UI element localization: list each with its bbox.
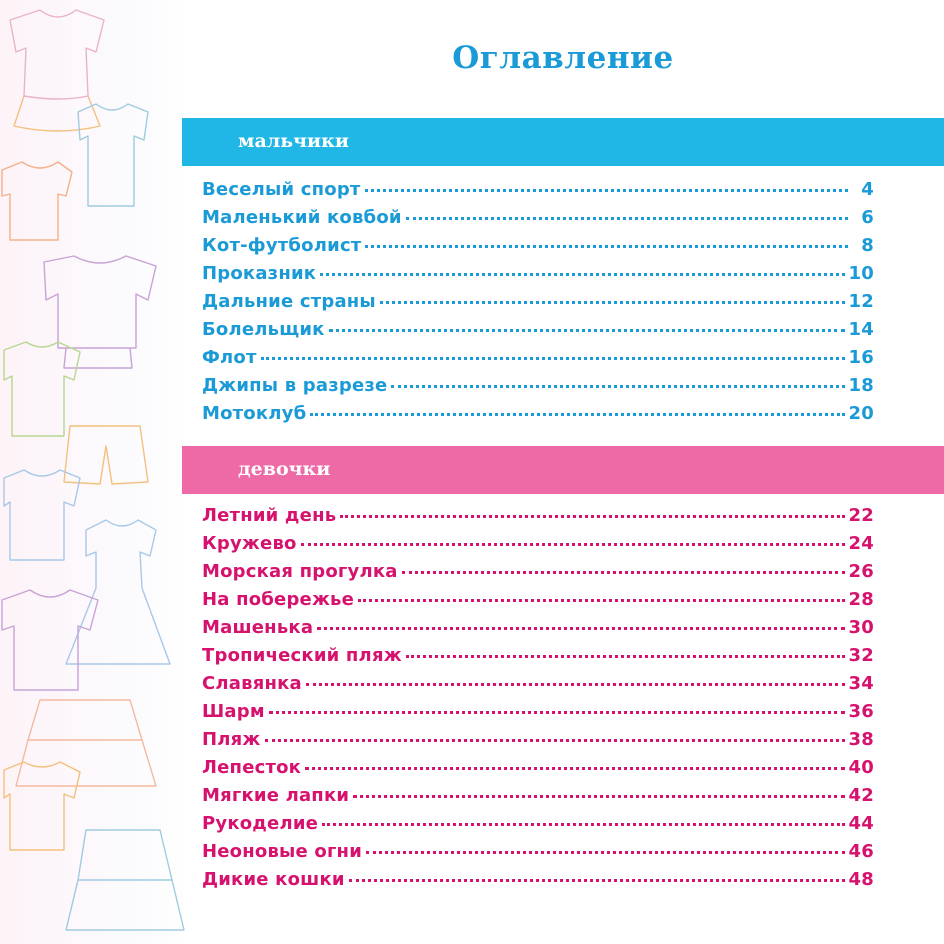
dot-leader (322, 823, 844, 826)
dot-leader (305, 767, 844, 770)
toc-entry[interactable] (202, 530, 874, 558)
dot-leader (301, 543, 845, 546)
toc-entry-page: 42 (848, 785, 874, 806)
toc-entry-title: Машенька (202, 617, 314, 638)
toc-entry[interactable] (202, 204, 874, 232)
toc-entry-title: На побережье (202, 589, 355, 610)
toc-entry[interactable] (202, 670, 874, 698)
dot-leader (340, 515, 844, 518)
clothing-sketches-illustration (0, 0, 190, 944)
dot-leader (265, 739, 845, 742)
toc-entry[interactable] (202, 586, 874, 614)
dot-leader (358, 599, 844, 602)
toc-entry[interactable] (202, 176, 874, 204)
toc-entry[interactable] (202, 232, 874, 260)
page-title: Оглавление (452, 40, 674, 76)
toc-entry[interactable] (202, 260, 874, 288)
toc-entry-title: Веселый спорт (202, 179, 361, 200)
toc-entry-page: 30 (848, 617, 874, 638)
dot-leader (310, 413, 844, 416)
toc-entry[interactable] (202, 614, 874, 642)
toc-entry-page: 18 (848, 375, 874, 396)
toc-entry-title: Дальние страны (202, 291, 376, 312)
section-header-girls: девочки (182, 446, 944, 494)
toc-entry-page: 16 (848, 347, 874, 368)
dot-leader (391, 385, 844, 388)
toc-entry-page: 6 (861, 207, 874, 228)
toc-entry-title: Флот (202, 347, 257, 368)
toc-entry[interactable] (202, 344, 874, 372)
dot-leader (306, 683, 845, 686)
toc-entry[interactable] (202, 558, 874, 586)
toc-entry-title: Пляж (202, 729, 261, 750)
toc-entry-page: 14 (848, 319, 874, 340)
toc-entry-title: Кот-футболист (202, 235, 362, 256)
toc-entry[interactable] (202, 372, 874, 400)
dot-leader (320, 273, 844, 276)
toc-entry[interactable] (202, 288, 874, 316)
toc-entry-page: 28 (848, 589, 874, 610)
toc-entry[interactable] (202, 754, 874, 782)
toc-entry-title: Лепесток (202, 757, 302, 778)
toc-entry-page: 34 (848, 673, 874, 694)
toc-entry-title: Неоновые огни (202, 841, 363, 862)
dot-leader (366, 851, 845, 854)
toc-entry-page: 44 (848, 813, 874, 834)
toc-entry[interactable] (202, 782, 874, 810)
toc-entry-page: 20 (848, 403, 874, 424)
dot-leader (349, 879, 845, 882)
toc-entry-title: Джипы в разрезе (202, 375, 388, 396)
toc-entry[interactable] (202, 726, 874, 754)
toc-entry-page: 24 (848, 533, 874, 554)
dot-leader (406, 655, 845, 658)
section-header-boys: мальчики (182, 118, 944, 166)
toc-entry-page: 38 (848, 729, 874, 750)
toc-entry[interactable] (202, 698, 874, 726)
dot-leader (365, 189, 848, 192)
dot-leader (380, 301, 845, 304)
toc-entry-title: Кружево (202, 533, 297, 554)
toc-entry[interactable] (202, 642, 874, 670)
toc-entry-title: Мотоклуб (202, 403, 307, 424)
toc-entry-title: Болельщик (202, 319, 325, 340)
toc-entry-page: 48 (848, 869, 874, 890)
toc-entry[interactable] (202, 866, 874, 894)
toc-entry-title: Мягкие лапки (202, 785, 350, 806)
toc-entry-title: Славянка (202, 673, 302, 694)
toc-entry-title: Морская прогулка (202, 561, 398, 582)
toc-entry-title: Рукоделие (202, 813, 319, 834)
toc-entry[interactable] (202, 316, 874, 344)
toc-entry-page: 4 (861, 179, 874, 200)
toc-entry-page: 32 (848, 645, 874, 666)
toc-list-girls (202, 502, 874, 894)
toc-entry-title: Проказник (202, 263, 317, 284)
dot-leader (269, 711, 845, 714)
dot-leader (317, 627, 844, 630)
toc-entry[interactable] (202, 838, 874, 866)
toc-entry-page: 22 (848, 505, 874, 526)
dot-leader (329, 329, 845, 332)
dot-leader (406, 217, 848, 220)
toc-entry[interactable] (202, 810, 874, 838)
dot-leader (261, 357, 845, 360)
toc-entry-page: 46 (848, 841, 874, 862)
toc-entry-page: 8 (861, 235, 874, 256)
toc-entry-title: Маленький ковбой (202, 207, 402, 228)
dot-leader (402, 571, 845, 574)
toc-entry-page: 10 (848, 263, 874, 284)
toc-entry-page: 36 (848, 701, 874, 722)
toc-entry-title: Дикие кошки (202, 869, 345, 890)
toc-entry-title: Тропический пляж (202, 645, 402, 666)
toc-entry-title: Летний день (202, 505, 337, 526)
dot-leader (353, 795, 844, 798)
toc-entry-page: 40 (848, 757, 874, 778)
toc-entry-title: Шарм (202, 701, 265, 722)
toc-entry[interactable] (202, 502, 874, 530)
dot-leader (365, 245, 848, 248)
toc-entry-page: 26 (848, 561, 874, 582)
toc-entry[interactable] (202, 400, 874, 428)
toc-entry-page: 12 (848, 291, 874, 312)
toc-list-boys (202, 176, 874, 428)
